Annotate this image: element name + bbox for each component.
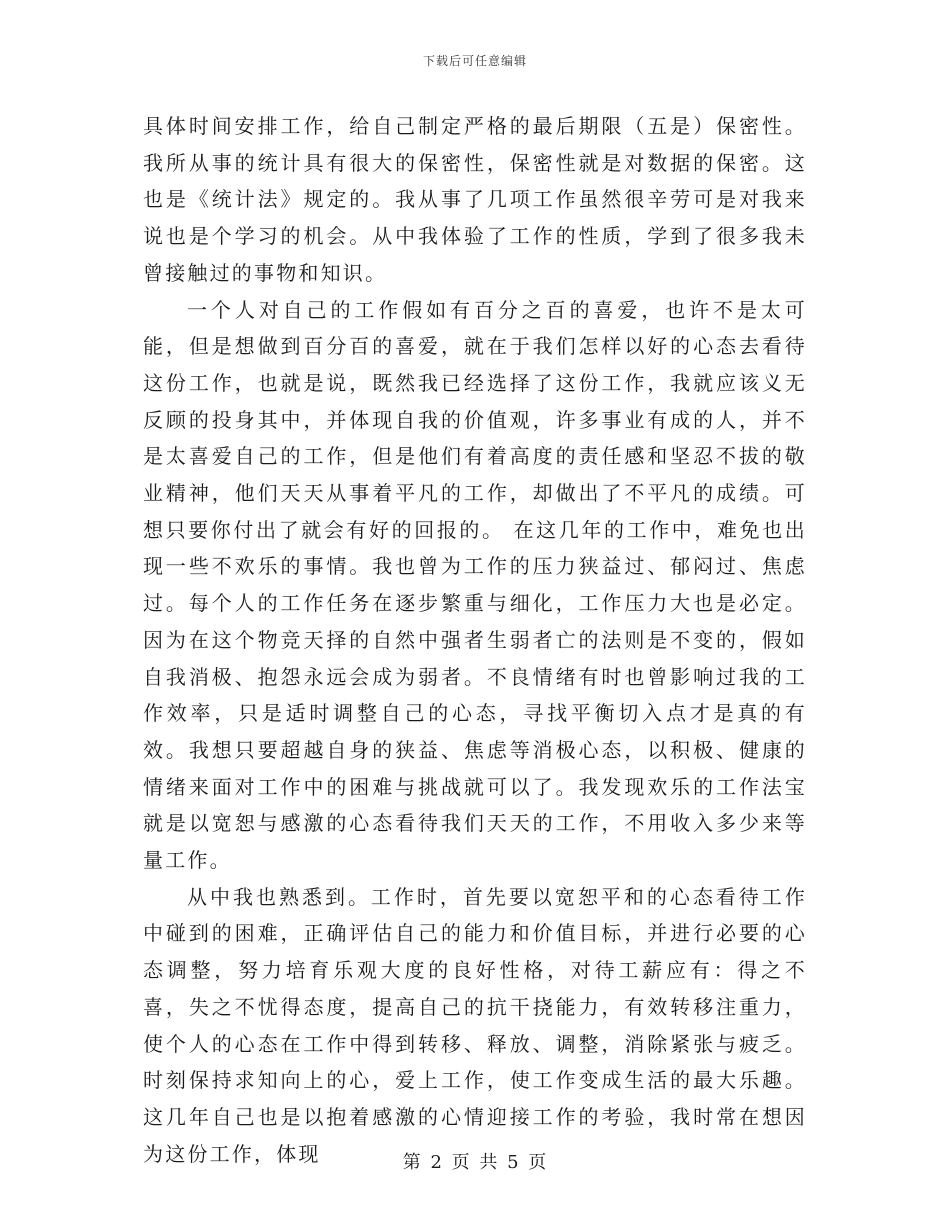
paragraph-lessons: 从中我也熟悉到。工作时，首先要以宽恕平和的心态看待工作中碰到的困难，正确评估自己的能力和价值目标，并进行必要的心态调整，努力培育乐观大度的良好性格，对待工薪应有：得之不喜，失之不忧得态度，提高自己的抗干挠能力，有效转移注重力，使个人的心态在工作中得到转移、释放、调整，消除紧张与疲乏。时刻保持求知向上的心，爱上工作，使工作变成生活的最大乐趣。这几年自己也是以抱着感激的心情迎接工作的考验，我时常在想因为这份工作，体现 (143, 884, 807, 1166)
paragraph-work-attitude: 一个人对自己的工作假如有百分之百的喜爱，也许不是太可能，但是想做到百分百的喜爱，就在于我们怎样以好的心态去看待这份工作，也就是说，既然我已经选择了这份工作，我就应该义无反顾的投身其中，并体现自我的价值观，许多事业有成的人，并不是太喜爱自己的工作，但是他们有着高度的责任感和坚忍不拔的敬业精神，他们天天从事着平凡的工作，却做出了不平凡的成绩。可想只要你付出了就会有好的回报的。 在这几年的工作中，难免也出现一些不欢乐的事情。我也曾为工作的压力狭益过、郁闷过、焦虑过。每个人的工作任务在逐步繁重与细化，工作压力大也是必定。因为在这个物竞天择的自然中强者生弱者亡的法则是不变的，假如自我消极、抱怨永远会成为弱者。不良情绪有时也曾影响过我的工作效率，只是适时调整自己的心态，寻找平衡切入点才是真的有效。我想只要超越自身的狭益、焦虑等消极心态，以积极、健康的情绪来面对工作中的困难与挑战就可以了。我发现欢乐的工作法宝就是以宽恕与感激的心态看待我们天天的工作，不用收入多少来等量工作。 (143, 297, 807, 873)
page-number-footer: 第 2 页 共 5 页 (402, 1152, 548, 1173)
paragraph-continuation: 具体时间安排工作，给自己制定严格的最后期限（五是）保密性。我所从事的统计具有很大的保密性，保密性就是对数据的保密。这也是《统计法》规定的。我从事了几项工作虽然很辛劳可是对我来说也是个学习的机会。从中我体验了工作的性质，学到了很多我未曾接触过的事物和知识。 (143, 114, 807, 285)
page-header: 下载后可任意编辑 (422, 54, 527, 68)
document-body (143, 108, 807, 1172)
